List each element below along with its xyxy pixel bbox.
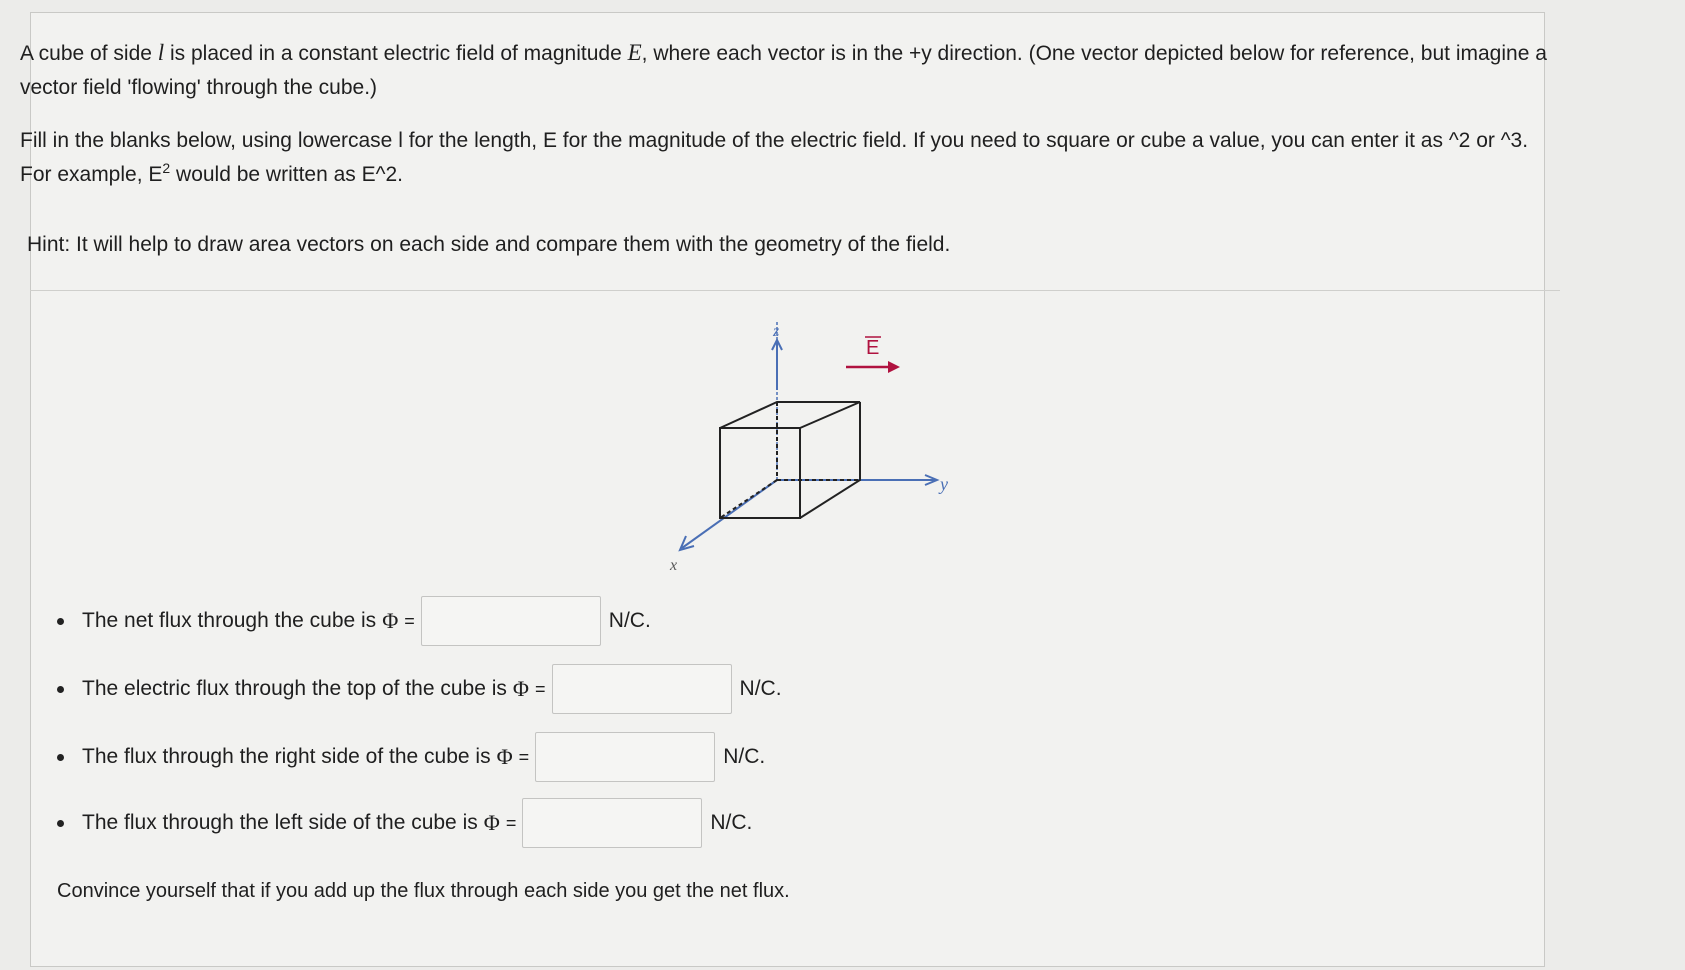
phi-symbol: Φ xyxy=(512,676,530,701)
instructions-text: Fill in the blanks below, using lowercase l for the length, E for the magnitude of the electric field. If you need to square or cube a value, you can enter it as ^2 or ^3. For example, E xyxy=(20,129,1529,186)
field-vector-label: E xyxy=(866,337,880,359)
unit-label: N/C. xyxy=(608,609,651,632)
bullet xyxy=(57,686,64,693)
superscript: 2 xyxy=(162,160,171,176)
question-text: The net flux through the cube is xyxy=(82,609,377,632)
side-length-variable: l xyxy=(157,40,165,65)
question-text: The electric flux through the top of the cube is xyxy=(82,677,507,700)
equals-sign: = xyxy=(535,678,546,699)
equals-sign: = xyxy=(404,610,415,631)
intro-text: , where each vector is in the +y direction. (One vector depicted below for reference, but imagine a vector field 'flowing' through the cube.) xyxy=(20,42,1547,99)
bullet xyxy=(57,820,64,827)
net-flux-input[interactable] xyxy=(421,596,601,646)
field-vector-arrowhead xyxy=(888,361,900,373)
equals-sign: = xyxy=(518,746,530,767)
cube-field-diagram xyxy=(660,320,960,580)
z-axis-label: z xyxy=(773,323,780,340)
cube-front-face xyxy=(720,428,800,518)
bullet xyxy=(57,754,64,761)
top-flux-input[interactable] xyxy=(552,664,732,714)
question-right-flux xyxy=(57,732,765,782)
question-top-flux xyxy=(57,664,782,714)
intro-paragraph xyxy=(20,36,1550,105)
question-left-flux xyxy=(57,798,752,848)
right-flux-input[interactable] xyxy=(535,732,715,782)
phi-symbol: Φ xyxy=(483,810,500,835)
instructions-text: would be written as E^2. xyxy=(170,163,403,186)
hint-text: Hint: It will help to draw area vectors on each side and compare them with the geometry of the field. xyxy=(27,233,951,256)
bullet xyxy=(57,618,64,625)
divider xyxy=(30,290,1560,291)
cube-right-face xyxy=(800,402,860,518)
left-flux-input[interactable] xyxy=(522,798,702,848)
field-magnitude-variable: E xyxy=(627,40,642,65)
instructions-paragraph xyxy=(20,124,1560,192)
cube-top-face xyxy=(720,402,860,428)
cube xyxy=(720,402,860,518)
footer-note: Convince yourself that if you add up the flux through each side you get the net flux. xyxy=(57,880,790,902)
question-net-flux xyxy=(57,596,651,646)
phi-symbol: Φ xyxy=(382,608,399,633)
y-axis-label: y xyxy=(940,474,948,494)
cube-hidden-edge xyxy=(720,480,777,518)
intro-text: A cube of side xyxy=(20,42,158,65)
phi-symbol: Φ xyxy=(496,744,513,769)
equals-sign: = xyxy=(505,812,517,833)
unit-label: N/C. xyxy=(739,677,782,700)
unit-label: N/C. xyxy=(710,811,753,834)
intro-text: is placed in a constant electric field of magnitude xyxy=(164,42,628,65)
question-text: The flux through the left side of the cube is xyxy=(82,811,478,834)
question-text: The flux through the right side of the cube is xyxy=(82,745,491,768)
x-axis-label: x xyxy=(670,557,678,574)
unit-label: N/C. xyxy=(723,745,766,768)
